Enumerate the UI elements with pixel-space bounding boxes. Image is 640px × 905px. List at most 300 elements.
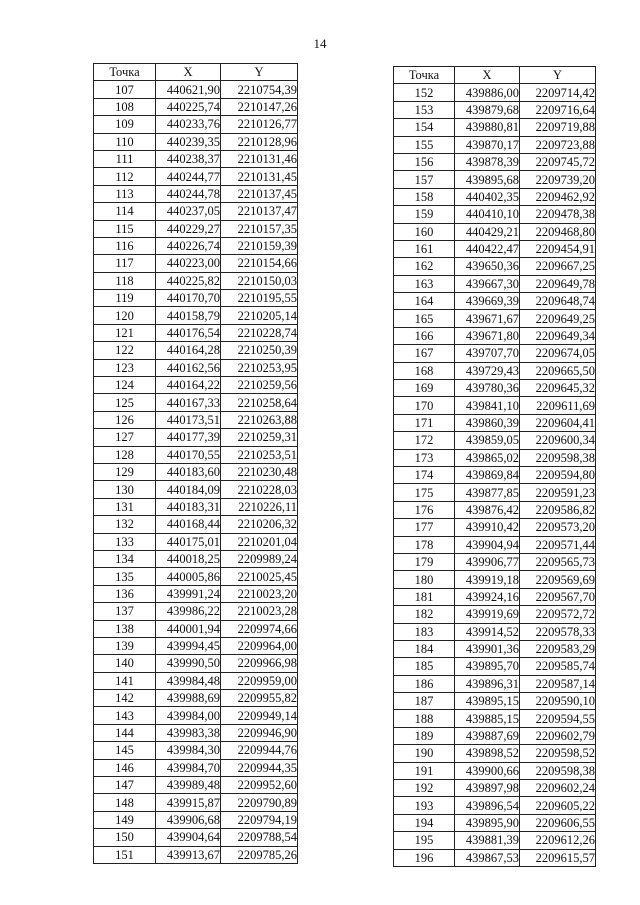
y-coordinate-cell: 2209598,38 [520,449,596,466]
point-number-cell: 147 [94,777,156,794]
y-coordinate-cell: 2209667,25 [520,258,596,275]
x-coordinate-cell: 439989,48 [156,777,221,794]
table-row [394,136,596,153]
x-coordinate-cell: 439988,69 [156,690,221,707]
x-coordinate-cell: 440184,09 [156,481,221,498]
table-row [94,377,298,394]
x-coordinate-cell: 440005,86 [156,568,221,585]
x-coordinate-cell: 439901,36 [455,640,520,657]
y-coordinate-cell: 2209974,66 [221,620,298,637]
point-number-cell: 159 [394,206,455,223]
table-row [394,380,596,397]
y-coordinate-cell: 2209591,23 [520,484,596,501]
point-number-cell: 161 [394,240,455,257]
y-coordinate-cell: 2209788,54 [221,829,298,846]
table-row [94,429,298,446]
column-header-y: Y [221,64,298,81]
table-row [394,501,596,518]
table-row [94,672,298,689]
column-header-x: X [455,67,520,84]
y-coordinate-cell: 2209604,41 [520,414,596,431]
x-coordinate-cell: 439900,66 [455,762,520,779]
x-coordinate-cell: 439667,30 [455,275,520,292]
table-row [394,206,596,223]
x-coordinate-cell: 439984,00 [156,707,221,724]
x-coordinate-cell: 440244,78 [156,185,221,202]
point-number-cell: 137 [94,603,156,620]
point-number-cell: 192 [394,780,455,797]
point-number-cell: 166 [394,327,455,344]
x-coordinate-cell: 439895,68 [455,171,520,188]
point-number-cell: 185 [394,658,455,675]
y-coordinate-cell: 2210147,26 [221,98,298,115]
y-coordinate-cell: 2209478,38 [520,206,596,223]
table-row [394,832,596,849]
x-coordinate-cell: 439878,39 [455,153,520,170]
point-number-cell: 168 [394,362,455,379]
point-number-cell: 124 [94,377,156,394]
x-coordinate-cell: 439877,85 [455,484,520,501]
x-coordinate-cell: 439919,18 [455,571,520,588]
table-row [394,536,596,553]
table-row [94,290,298,307]
x-coordinate-cell: 440410,10 [455,206,520,223]
x-coordinate-cell: 440223,00 [156,255,221,272]
point-number-cell: 162 [394,258,455,275]
x-coordinate-cell: 439671,67 [455,310,520,327]
y-coordinate-cell: 2209612,26 [520,832,596,849]
table-row [394,293,596,310]
y-coordinate-cell: 2209949,14 [221,707,298,724]
table-row [94,742,298,759]
y-coordinate-cell: 2209794,19 [221,811,298,828]
y-coordinate-cell: 2209567,70 [520,588,596,605]
x-coordinate-cell: 440183,60 [156,463,221,480]
point-number-cell: 156 [394,153,455,170]
point-number-cell: 187 [394,693,455,710]
column-header-point: Точка [94,64,156,81]
y-coordinate-cell: 2209745,72 [520,153,596,170]
x-coordinate-cell: 440621,90 [156,81,221,98]
y-coordinate-cell: 2210228,74 [221,324,298,341]
table-row [394,606,596,623]
table-row [94,116,298,133]
point-number-cell: 118 [94,272,156,289]
x-coordinate-cell: 440018,25 [156,550,221,567]
y-coordinate-cell: 2209585,74 [520,658,596,675]
x-coordinate-cell: 439991,24 [156,585,221,602]
point-number-cell: 158 [394,188,455,205]
y-coordinate-cell: 2210131,45 [221,168,298,185]
table-row [94,359,298,376]
x-coordinate-cell: 440402,35 [455,188,520,205]
table-row [94,255,298,272]
table-row [394,119,596,136]
x-coordinate-cell: 439895,70 [455,658,520,675]
point-number-cell: 122 [94,342,156,359]
y-coordinate-cell: 2209602,24 [520,780,596,797]
table-row [94,463,298,480]
table-row [394,275,596,292]
y-coordinate-cell: 2210754,39 [221,81,298,98]
table-row [94,81,298,98]
table-row [394,327,596,344]
x-coordinate-cell: 440226,74 [156,237,221,254]
point-number-cell: 178 [394,536,455,553]
y-coordinate-cell: 2209600,34 [520,432,596,449]
point-number-cell: 115 [94,220,156,237]
x-coordinate-cell: 439887,69 [455,727,520,744]
x-coordinate-cell: 439984,70 [156,759,221,776]
x-coordinate-cell: 440164,22 [156,377,221,394]
point-number-cell: 165 [394,310,455,327]
y-coordinate-cell: 2209572,72 [520,606,596,623]
table-row [394,519,596,536]
x-coordinate-cell: 440429,21 [455,223,520,240]
point-number-cell: 163 [394,275,455,292]
column-header-y: Y [520,67,596,84]
table-row [94,707,298,724]
point-number-cell: 172 [394,432,455,449]
x-coordinate-cell: 439990,50 [156,655,221,672]
table-row [94,133,298,150]
y-coordinate-cell: 2210154,66 [221,255,298,272]
x-coordinate-cell: 440229,27 [156,220,221,237]
table-row [94,324,298,341]
point-number-cell: 125 [94,394,156,411]
x-coordinate-cell: 439919,69 [455,606,520,623]
point-number-cell: 146 [94,759,156,776]
table-row [94,777,298,794]
point-number-cell: 173 [394,449,455,466]
table-row [94,585,298,602]
table-row [394,188,596,205]
table-row [94,220,298,237]
y-coordinate-cell: 2209606,55 [520,814,596,831]
x-coordinate-cell: 440168,44 [156,516,221,533]
point-number-cell: 141 [94,672,156,689]
table-row [394,693,596,710]
table-row [94,498,298,515]
y-coordinate-cell: 2209966,98 [221,655,298,672]
table-row [394,449,596,466]
x-coordinate-cell: 440225,74 [156,98,221,115]
table-row [394,466,596,483]
point-number-cell: 191 [394,762,455,779]
point-number-cell: 174 [394,466,455,483]
y-coordinate-cell: 2210157,35 [221,220,298,237]
x-coordinate-cell: 439910,42 [455,519,520,536]
point-number-cell: 169 [394,380,455,397]
y-coordinate-cell: 2209649,25 [520,310,596,327]
x-coordinate-cell: 440225,82 [156,272,221,289]
y-coordinate-cell: 2210201,04 [221,533,298,550]
x-coordinate-cell: 439707,70 [455,345,520,362]
point-number-cell: 195 [394,832,455,849]
table-row [94,690,298,707]
point-number-cell: 149 [94,811,156,828]
column-header-x: X [156,64,221,81]
table-row [394,780,596,797]
point-number-cell: 177 [394,519,455,536]
table-row [94,203,298,220]
table-body-right [394,84,596,867]
point-number-cell: 142 [94,690,156,707]
x-coordinate-cell: 439870,17 [455,136,520,153]
table-row [394,345,596,362]
point-number-cell: 170 [394,397,455,414]
y-coordinate-cell: 2210131,46 [221,150,298,167]
point-number-cell: 135 [94,568,156,585]
point-number-cell: 155 [394,136,455,153]
x-coordinate-cell: 439895,90 [455,814,520,831]
point-number-cell: 171 [394,414,455,431]
table-row [94,533,298,550]
point-number-cell: 117 [94,255,156,272]
table-row [394,745,596,762]
table-row [94,98,298,115]
y-coordinate-cell: 2210150,03 [221,272,298,289]
point-number-cell: 154 [394,119,455,136]
table-row [94,272,298,289]
point-number-cell: 175 [394,484,455,501]
point-number-cell: 140 [94,655,156,672]
table-row [394,258,596,275]
y-coordinate-cell: 2210128,96 [221,133,298,150]
table-row [94,759,298,776]
point-number-cell: 194 [394,814,455,831]
column-header-point: Точка [394,67,455,84]
point-number-cell: 130 [94,481,156,498]
point-number-cell: 181 [394,588,455,605]
table-row [94,811,298,828]
x-coordinate-cell: 440170,55 [156,446,221,463]
y-coordinate-cell: 2209790,89 [221,794,298,811]
x-coordinate-cell: 439924,16 [455,588,520,605]
point-number-cell: 180 [394,571,455,588]
table-header-row [94,64,298,81]
point-number-cell: 182 [394,606,455,623]
y-coordinate-cell: 2210259,56 [221,377,298,394]
y-coordinate-cell: 2210259,31 [221,429,298,446]
x-coordinate-cell: 439869,84 [455,466,520,483]
table-row [394,101,596,118]
table-row [394,727,596,744]
point-number-cell: 176 [394,501,455,518]
table-row [94,185,298,202]
x-coordinate-cell: 440422,47 [455,240,520,257]
y-coordinate-cell: 2209674,05 [520,345,596,362]
table-row [394,762,596,779]
y-coordinate-cell: 2209571,44 [520,536,596,553]
point-number-cell: 153 [394,101,455,118]
y-coordinate-cell: 2209590,10 [520,693,596,710]
y-coordinate-cell: 2210025,45 [221,568,298,585]
x-coordinate-cell: 439859,05 [455,432,520,449]
point-number-cell: 113 [94,185,156,202]
point-number-cell: 167 [394,345,455,362]
table-row [394,310,596,327]
x-coordinate-cell: 440183,31 [156,498,221,515]
y-coordinate-cell: 2210253,51 [221,446,298,463]
y-coordinate-cell: 2209944,76 [221,742,298,759]
table-row [94,724,298,741]
table-row [394,153,596,170]
y-coordinate-cell: 2209952,60 [221,777,298,794]
y-coordinate-cell: 2210159,39 [221,237,298,254]
x-coordinate-cell: 439669,39 [455,293,520,310]
table-row [94,829,298,846]
point-number-cell: 193 [394,797,455,814]
point-number-cell: 121 [94,324,156,341]
point-number-cell: 120 [94,307,156,324]
x-coordinate-cell: 440173,51 [156,411,221,428]
x-coordinate-cell: 439841,10 [455,397,520,414]
y-coordinate-cell: 2210023,28 [221,603,298,620]
x-coordinate-cell: 439986,22 [156,603,221,620]
y-coordinate-cell: 2210228,03 [221,481,298,498]
table-row [94,568,298,585]
y-coordinate-cell: 2210258,64 [221,394,298,411]
x-coordinate-cell: 439886,00 [455,84,520,101]
table-row [94,237,298,254]
point-number-cell: 144 [94,724,156,741]
x-coordinate-cell: 439865,02 [455,449,520,466]
x-coordinate-cell: 439729,43 [455,362,520,379]
table-row [94,620,298,637]
x-coordinate-cell: 439896,54 [455,797,520,814]
y-coordinate-cell: 2209569,69 [520,571,596,588]
y-coordinate-cell: 2209598,38 [520,762,596,779]
x-coordinate-cell: 439780,36 [455,380,520,397]
y-coordinate-cell: 2210023,20 [221,585,298,602]
y-coordinate-cell: 2209739,20 [520,171,596,188]
y-coordinate-cell: 2209944,35 [221,759,298,776]
table-row [394,623,596,640]
table-row [94,481,298,498]
x-coordinate-cell: 440167,33 [156,394,221,411]
table-row [394,171,596,188]
table-row [94,168,298,185]
table-row [94,516,298,533]
point-number-cell: 189 [394,727,455,744]
table-row [394,84,596,101]
x-coordinate-cell: 439983,38 [156,724,221,741]
x-coordinate-cell: 440001,94 [156,620,221,637]
table-row [394,849,596,866]
x-coordinate-cell: 439984,30 [156,742,221,759]
y-coordinate-cell: 2209959,00 [221,672,298,689]
x-coordinate-cell: 439915,87 [156,794,221,811]
y-coordinate-cell: 2209649,78 [520,275,596,292]
table-row [94,446,298,463]
y-coordinate-cell: 2209454,91 [520,240,596,257]
point-number-cell: 186 [394,675,455,692]
table-row [94,794,298,811]
table-row [394,571,596,588]
table-row [394,397,596,414]
point-number-cell: 188 [394,710,455,727]
table-row [394,362,596,379]
y-coordinate-cell: 2210137,45 [221,185,298,202]
table-row [394,484,596,501]
x-coordinate-cell: 440177,39 [156,429,221,446]
table-row [94,637,298,654]
point-number-cell: 108 [94,98,156,115]
point-number-cell: 138 [94,620,156,637]
x-coordinate-cell: 440164,28 [156,342,221,359]
x-coordinate-cell: 439895,15 [455,693,520,710]
point-number-cell: 126 [94,411,156,428]
y-coordinate-cell: 2210205,14 [221,307,298,324]
point-number-cell: 148 [94,794,156,811]
point-number-cell: 107 [94,81,156,98]
x-coordinate-cell: 439906,77 [455,553,520,570]
point-number-cell: 114 [94,203,156,220]
y-coordinate-cell: 2209665,50 [520,362,596,379]
y-coordinate-cell: 2210126,77 [221,116,298,133]
coordinates-table-right [393,66,596,867]
y-coordinate-cell: 2209649,34 [520,327,596,344]
y-coordinate-cell: 2209462,92 [520,188,596,205]
x-coordinate-cell: 439671,80 [455,327,520,344]
x-coordinate-cell: 439650,36 [455,258,520,275]
point-number-cell: 145 [94,742,156,759]
table-row [394,223,596,240]
table-row [94,411,298,428]
point-number-cell: 112 [94,168,156,185]
point-number-cell: 184 [394,640,455,657]
y-coordinate-cell: 2209955,82 [221,690,298,707]
y-coordinate-cell: 2210263,88 [221,411,298,428]
table-row [394,710,596,727]
y-coordinate-cell: 2209594,55 [520,710,596,727]
x-coordinate-cell: 439867,53 [455,849,520,866]
y-coordinate-cell: 2209468,80 [520,223,596,240]
y-coordinate-cell: 2209648,74 [520,293,596,310]
y-coordinate-cell: 2209605,22 [520,797,596,814]
x-coordinate-cell: 439913,67 [156,846,221,863]
x-coordinate-cell: 440162,56 [156,359,221,376]
table-row [94,655,298,672]
x-coordinate-cell: 440244,77 [156,168,221,185]
table-row [94,550,298,567]
x-coordinate-cell: 439881,39 [455,832,520,849]
x-coordinate-cell: 439896,31 [455,675,520,692]
point-number-cell: 160 [394,223,455,240]
table-row [394,640,596,657]
x-coordinate-cell: 440175,01 [156,533,221,550]
point-number-cell: 134 [94,550,156,567]
point-number-cell: 139 [94,637,156,654]
table-row [394,414,596,431]
y-coordinate-cell: 2209583,29 [520,640,596,657]
point-number-cell: 152 [394,84,455,101]
table-row [394,240,596,257]
x-coordinate-cell: 439880,81 [455,119,520,136]
point-number-cell: 123 [94,359,156,376]
point-number-cell: 136 [94,585,156,602]
x-coordinate-cell: 439885,15 [455,710,520,727]
y-coordinate-cell: 2209785,26 [221,846,298,863]
y-coordinate-cell: 2209645,32 [520,380,596,397]
y-coordinate-cell: 2209578,33 [520,623,596,640]
x-coordinate-cell: 440176,54 [156,324,221,341]
table-row [394,588,596,605]
x-coordinate-cell: 440237,05 [156,203,221,220]
table-row [394,658,596,675]
y-coordinate-cell: 2210226,11 [221,498,298,515]
